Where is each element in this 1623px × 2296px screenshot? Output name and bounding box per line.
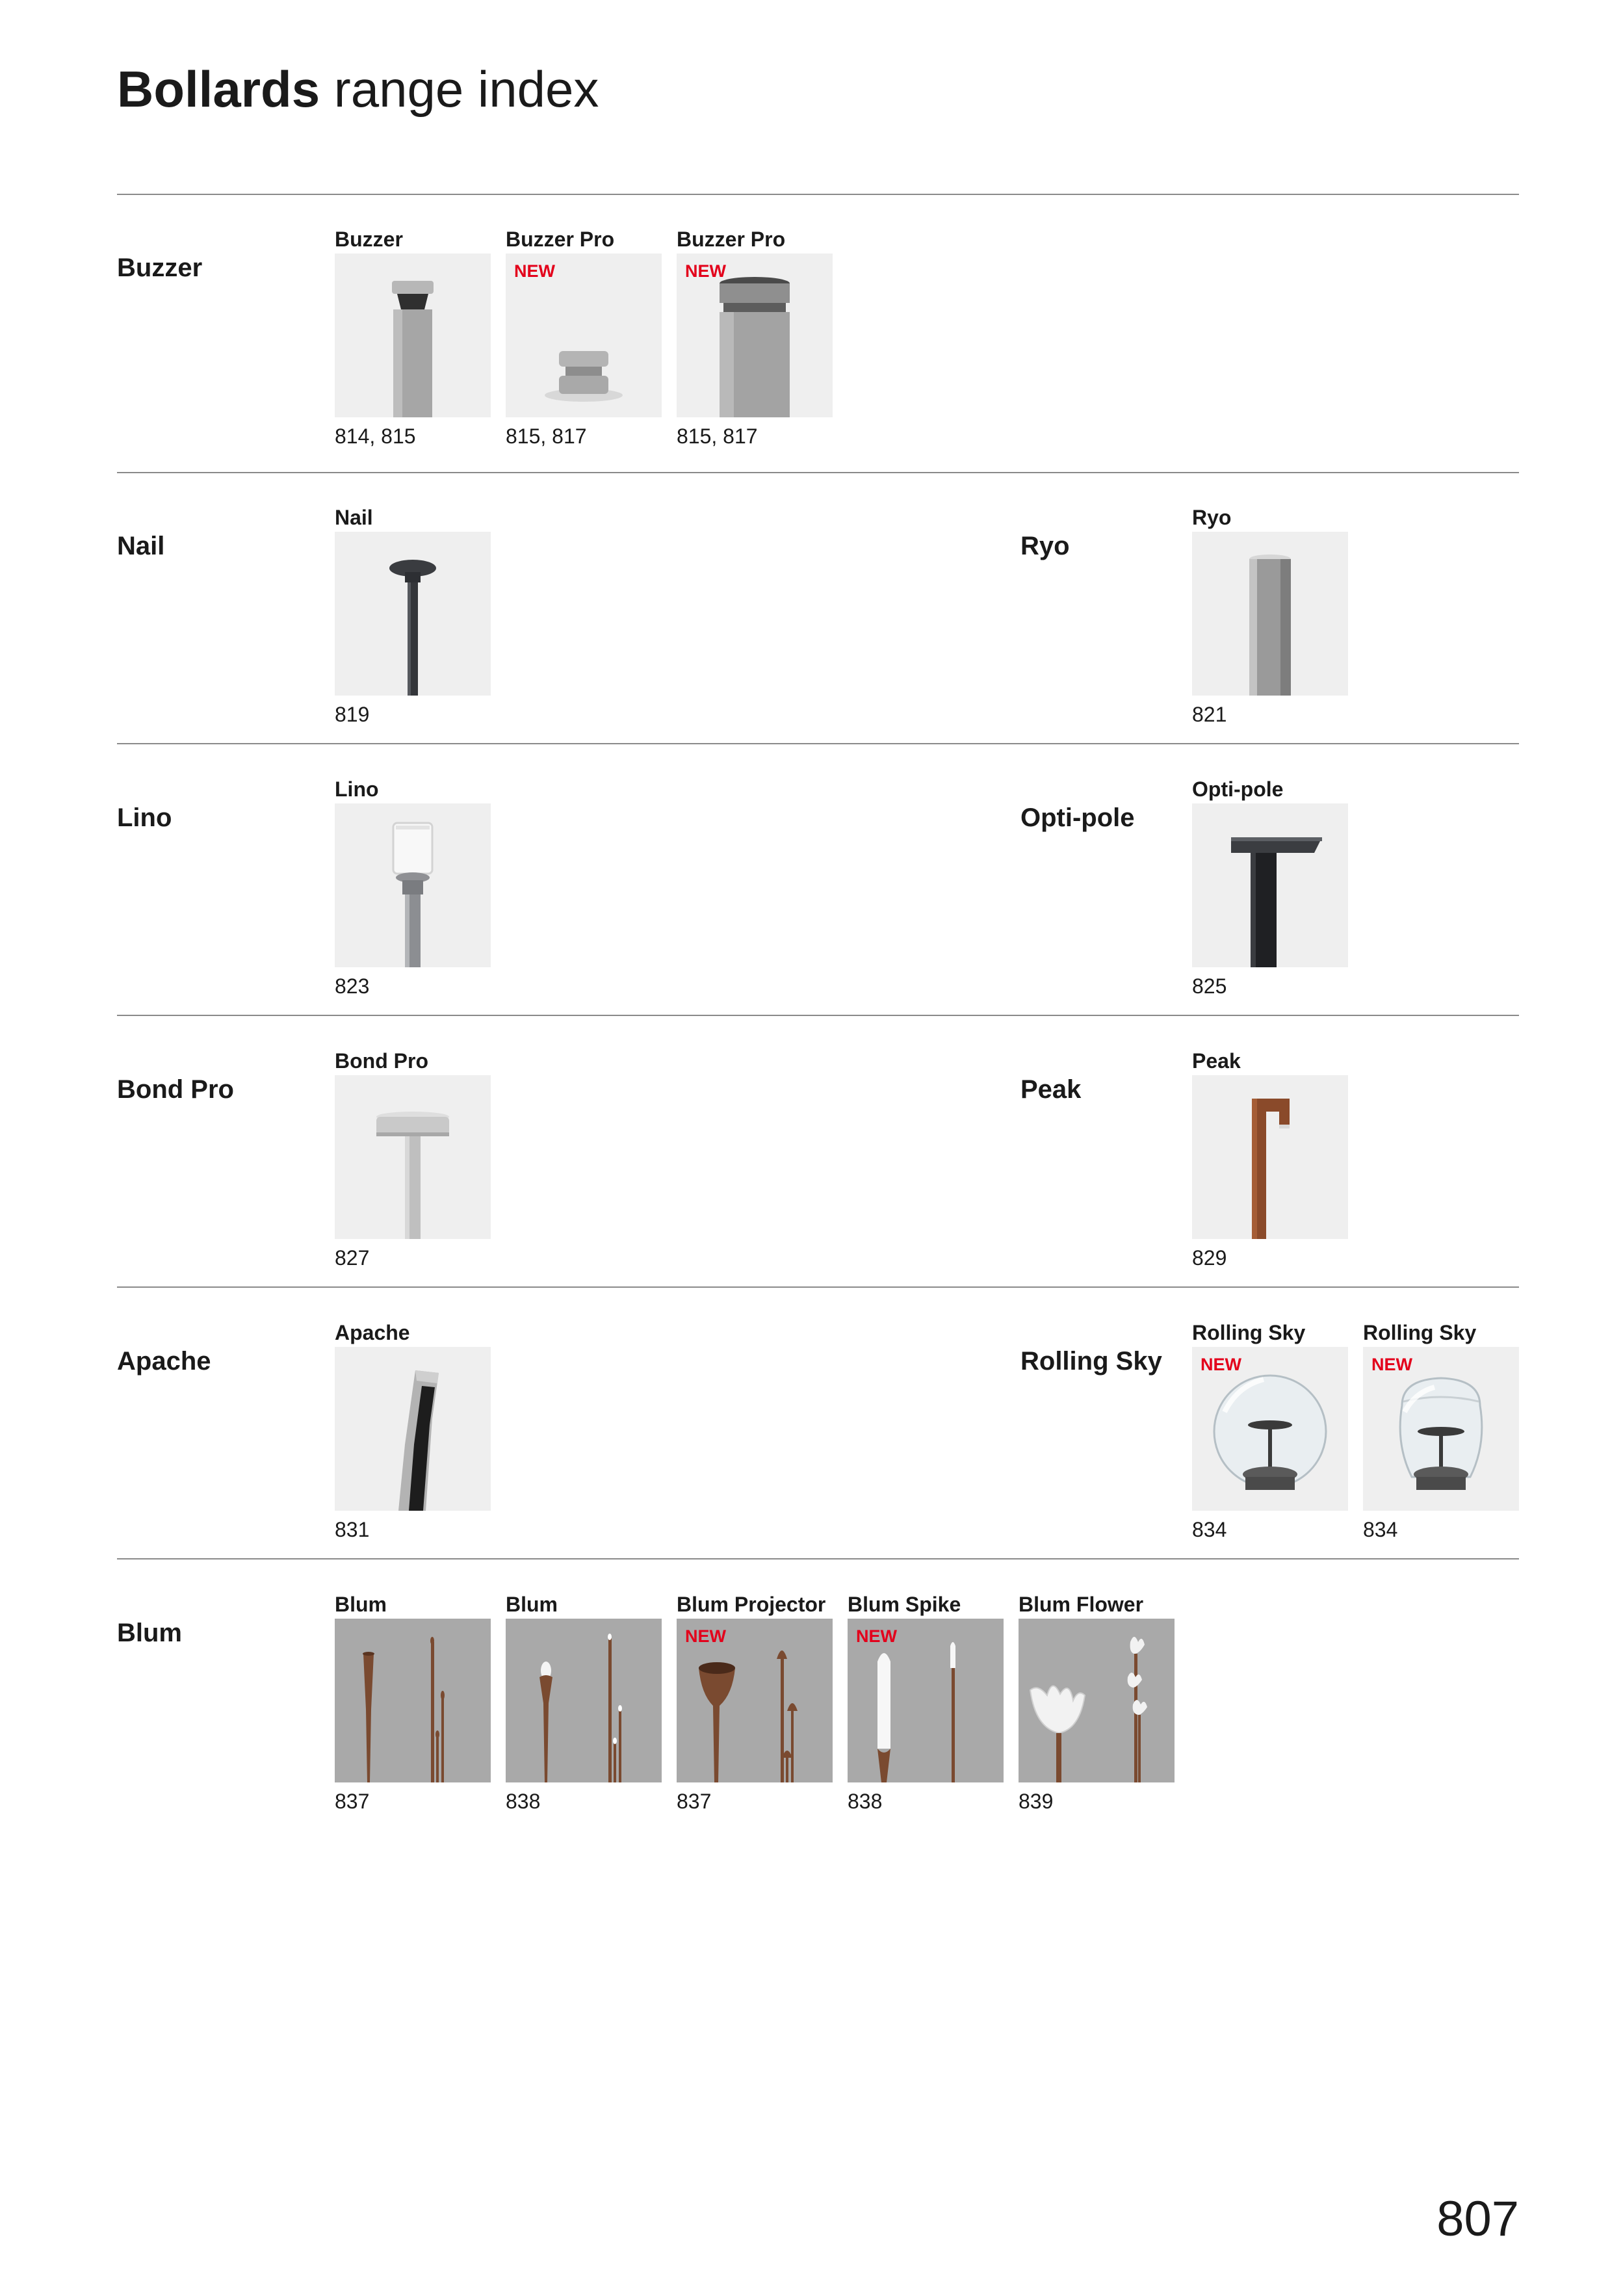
product-pages: 825 <box>1192 974 1227 998</box>
product-name: Rolling Sky <box>1363 1321 1477 1344</box>
product-image-blum-spike <box>848 1619 1004 1782</box>
product-name: Peak <box>1192 1049 1241 1073</box>
product-pages: 814, 815 <box>335 424 416 448</box>
product-name: Rolling Sky <box>1192 1321 1306 1344</box>
product-name: Buzzer <box>335 228 403 251</box>
product-pages: 821 <box>1192 703 1227 726</box>
product-image-rolling-sky <box>1363 1347 1519 1511</box>
product-name: Blum Projector <box>677 1593 826 1616</box>
family-blum: Blum <box>117 1619 182 1647</box>
product-name: Opti-pole <box>1192 777 1284 801</box>
product-image-blum-projector <box>677 1619 833 1782</box>
page-title <box>117 60 599 118</box>
product-image-rolling-sky <box>1192 1347 1348 1511</box>
product-name: Nail <box>335 506 373 529</box>
product-image-blum-flower <box>1019 1619 1175 1782</box>
divider <box>117 194 1519 195</box>
new-badge: NEW <box>685 1626 726 1646</box>
product-pages: 834 <box>1192 1518 1227 1541</box>
page-number: 807 <box>1436 2191 1519 2247</box>
product-image-peak <box>1192 1075 1348 1239</box>
product-pages: 834 <box>1363 1518 1398 1541</box>
divider <box>117 1286 1519 1288</box>
family-buzzer: Buzzer <box>117 254 203 282</box>
product-name: Lino <box>335 777 379 801</box>
new-badge: NEW <box>1371 1355 1412 1374</box>
product-pages: 815, 817 <box>506 424 587 448</box>
new-badge: NEW <box>685 261 726 281</box>
family-bond-pro: Bond Pro <box>117 1075 234 1104</box>
family-nail: Nail <box>117 532 165 560</box>
product-name: Bond Pro <box>335 1049 428 1073</box>
product-image-opti-pole <box>1192 803 1348 967</box>
product-pages: 823 <box>335 974 370 998</box>
family-ryo: Ryo <box>1020 532 1070 560</box>
product-pages: 831 <box>335 1518 370 1541</box>
product-pages: 827 <box>335 1246 370 1270</box>
divider <box>117 1558 1519 1559</box>
product-pages: 839 <box>1019 1790 1054 1813</box>
product-name: Ryo <box>1192 506 1232 529</box>
new-badge: NEW <box>856 1626 897 1646</box>
product-name: Blum Flower <box>1019 1593 1144 1616</box>
product-image-apache <box>335 1347 491 1511</box>
product-image-bond-pro <box>335 1075 491 1239</box>
product-image-buzzer-pro <box>677 254 833 417</box>
product-name: Blum <box>506 1593 558 1616</box>
product-pages: 837 <box>335 1790 370 1813</box>
product-name: Blum <box>335 1593 387 1616</box>
page-title-bold: Bollards <box>117 60 320 118</box>
page-title-light: range index <box>333 60 599 118</box>
family-peak: Peak <box>1020 1075 1082 1104</box>
product-name: Buzzer Pro <box>506 228 615 251</box>
product-name: Blum Spike <box>848 1593 961 1616</box>
product-pages: 838 <box>848 1790 883 1813</box>
family-lino: Lino <box>117 803 172 832</box>
product-pages: 819 <box>335 703 370 726</box>
new-badge: NEW <box>1201 1355 1241 1374</box>
product-pages: 829 <box>1192 1246 1227 1270</box>
product-name: Apache <box>335 1321 410 1344</box>
divider <box>117 1015 1519 1016</box>
product-pages: 837 <box>677 1790 712 1813</box>
product-image-blum <box>506 1619 662 1782</box>
product-pages: 838 <box>506 1790 541 1813</box>
product-name: Buzzer Pro <box>677 228 786 251</box>
product-image-blum <box>335 1619 491 1782</box>
new-badge: NEW <box>514 261 555 281</box>
family-rolling-sky: Rolling Sky <box>1020 1347 1162 1376</box>
family-apache: Apache <box>117 1347 211 1376</box>
divider <box>117 472 1519 473</box>
product-image-ryo <box>1192 532 1348 696</box>
product-pages: 815, 817 <box>677 424 758 448</box>
product-image-buzzer <box>335 254 491 417</box>
product-image-nail <box>335 532 491 696</box>
product-image-lino <box>335 803 491 967</box>
family-opti-pole: Opti-pole <box>1020 803 1135 832</box>
product-image-buzzer-pro <box>506 254 662 417</box>
divider <box>117 743 1519 744</box>
